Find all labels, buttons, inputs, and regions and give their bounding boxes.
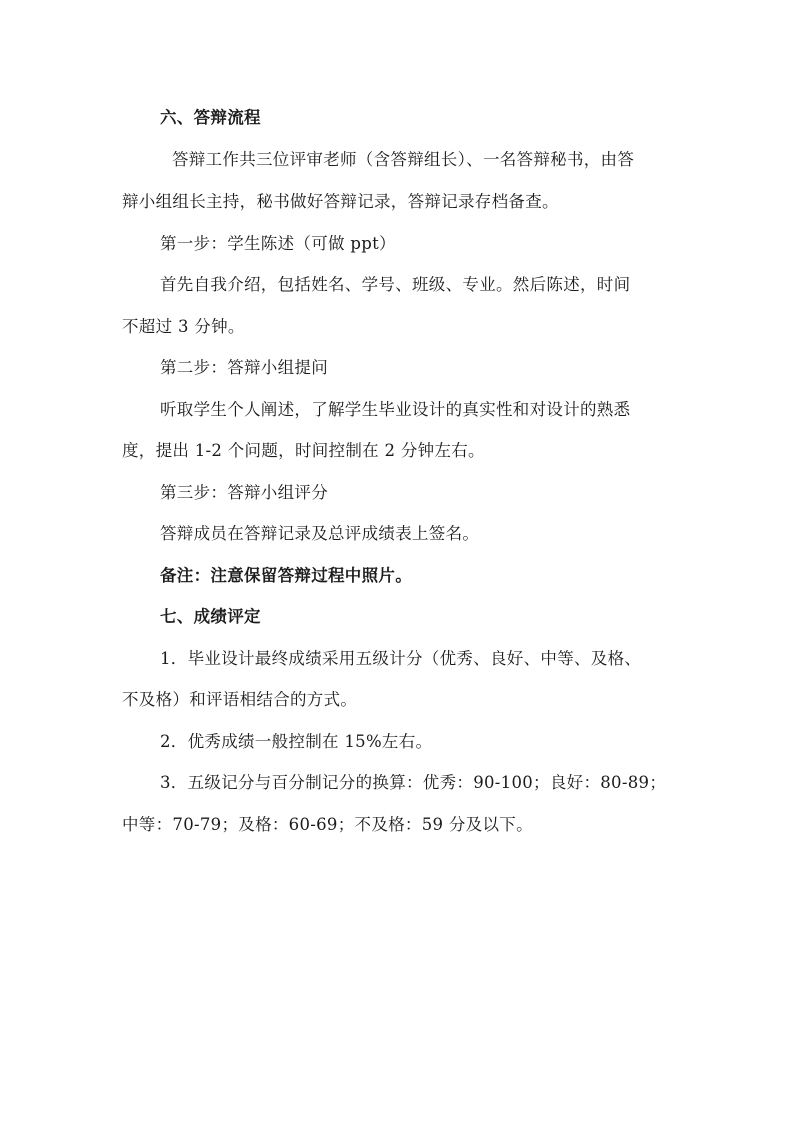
step-1-body-line-2: 不超过 3 分钟。 — [122, 317, 245, 336]
intro-line-2: 辩小组组长主持，秘书做好答辩记录，答辩记录存档备查。 — [122, 192, 559, 211]
step-1-body-line-1: 首先自我介绍，包括姓名、学号、班级、专业。然后陈述，时间 — [160, 275, 631, 294]
section-7-heading: 七、成绩评定 — [160, 607, 261, 626]
note-text: 备注：注意保留答辩过程中照片。 — [160, 566, 412, 585]
item-3-line-1: 3．五级记分与百分制记分的换算：优秀：90-100；良好：80-89； — [160, 773, 667, 792]
step-3-body: 答辩成员在答辩记录及总评成绩表上签名。 — [160, 524, 480, 543]
step-2-title: 第二步：答辩小组提问 — [160, 358, 328, 377]
item-3-line-2: 中等：70-79；及格：60-69；不及格：59 分及以下。 — [122, 815, 533, 834]
item-1-line-2: 不及格）和评语相结合的方式。 — [122, 690, 358, 709]
intro-line-1: 答辩工作共三位评审老师（含答辩组长）、一名答辩秘书，由答 — [172, 150, 635, 169]
step-3-title: 第三步：答辩小组评分 — [160, 483, 328, 502]
step-2-body-line-2: 度，提出 1-2 个问题，时间控制在 2 分钟左右。 — [122, 441, 485, 460]
step-2-body-line-1: 听取学生个人阐述，了解学生毕业设计的真实性和对设计的熟悉 — [160, 400, 631, 419]
step-1-title: 第一步：学生陈述（可做 ppt） — [160, 234, 396, 253]
item-1-line-1: 1．毕业设计最终成绩采用五级计分（优秀、良好、中等、及格、 — [160, 649, 642, 668]
section-6-heading: 六、答辩流程 — [160, 108, 261, 127]
item-2: 2．优秀成绩一般控制在 15%左右。 — [160, 732, 433, 751]
